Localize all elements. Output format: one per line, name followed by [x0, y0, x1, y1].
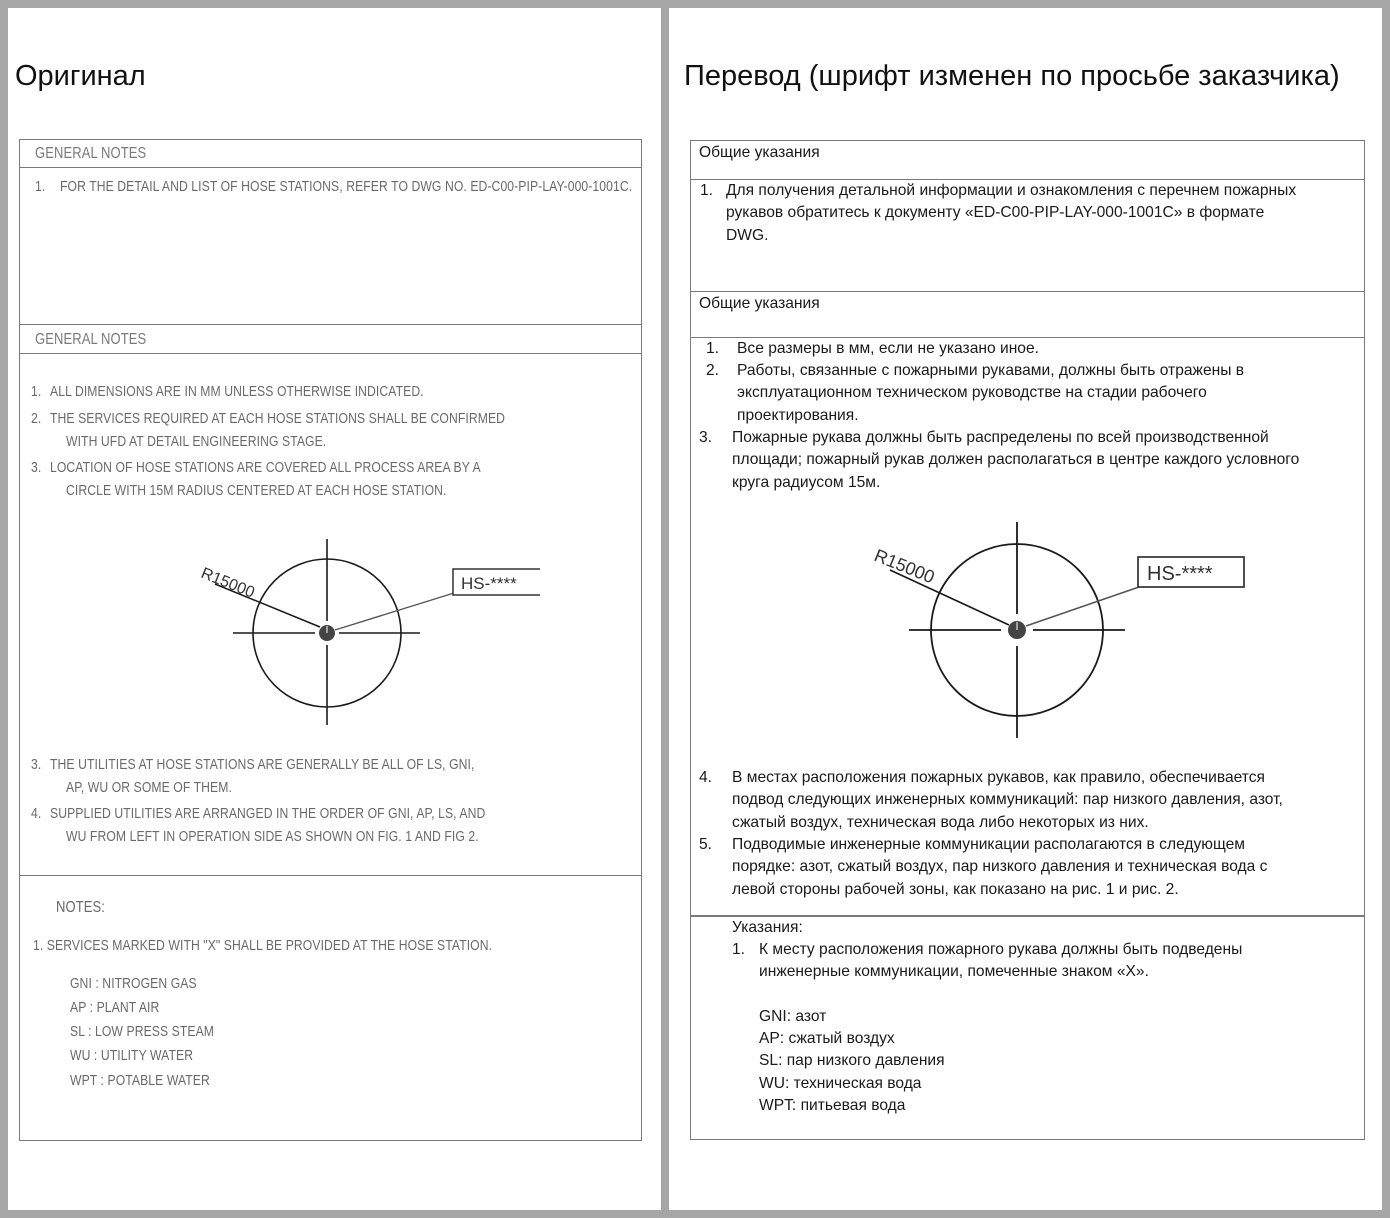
hose-station-diagram: [180, 527, 540, 727]
section-header-text: Указания:: [732, 919, 803, 936]
tag-leader: [1026, 587, 1139, 626]
note-text: К месту расположения пожарного рукава должны быть подведены: [759, 941, 1243, 958]
note-text: сжатый воздух, техническая вода либо некоторых из них.: [732, 814, 1149, 831]
translation-general-notes-1: [690, 140, 1365, 292]
note-text: SUPPLIED UTILITIES ARE ARRANGED IN THE ORDER OF GNI, AP, LS, AND: [50, 806, 486, 822]
note-text: THE SERVICES REQUIRED AT EACH HOSE STATIONS SHALL BE CONFIRMED: [50, 411, 506, 427]
section-header: [20, 140, 641, 168]
legend-item: SL : LOW PRESS STEAM: [70, 1024, 215, 1040]
note-text: LOCATION OF HOSE STATIONS ARE COVERED ALL PROCESS AREA BY A: [50, 460, 481, 476]
note-text: 1. SERVICES MARKED WITH "X" SHALL BE PROVIDED AT THE HOSE STATION.: [33, 938, 493, 954]
legend-item: AP: сжатый воздух: [759, 1030, 895, 1047]
translation-panel: [669, 8, 1382, 1210]
translation-title: Перевод (шрифт изменен по просьбе заказчика): [684, 60, 1340, 92]
section-header-text: GENERAL NOTES: [35, 331, 147, 348]
section-header-text: Общие указания: [699, 144, 820, 161]
note-text: DWG.: [726, 227, 769, 244]
radius-label: R15000: [198, 564, 257, 602]
tag-leader: [335, 593, 454, 630]
note-text: THE UTILITIES AT HOSE STATIONS ARE GENERALLY BE ALL OF LS, GNI,: [50, 757, 475, 773]
note-number: 2.: [31, 411, 42, 427]
note-text: Пожарные рукава должны быть распределены по всей производственной: [732, 429, 1269, 446]
note-text: Все размеры в мм, если не указано иное.: [737, 340, 1039, 357]
note-text: площади; пожарный рукав должен располагаться в центре каждого условного: [732, 451, 1300, 468]
original-general-notes-2: [19, 324, 642, 876]
original-notes: [19, 875, 642, 1141]
note-text: эксплуатационном техническом руководстве на стадии рабочего: [737, 384, 1207, 401]
note-number: 3.: [31, 757, 42, 773]
note-text: круга радиусом 15м.: [732, 474, 881, 491]
tag-label: HS-****: [461, 574, 517, 593]
note-text: CIRCLE WITH 15M RADIUS CENTERED AT EACH HOSE STATION.: [66, 483, 447, 499]
legend-item: SL: пар низкого давления: [759, 1052, 945, 1069]
note-text: левой стороны рабочей зоны, как показано на рис. 1 и рис. 2.: [732, 881, 1179, 898]
note-number: 4.: [699, 769, 713, 786]
note-text: WITH UFD AT DETAIL ENGINEERING STAGE.: [66, 434, 327, 450]
note-text: рукавов обратитесь к документу «ED-C00-PIP-LAY-000-1001C» в формате: [726, 204, 1265, 221]
legend-item: AP : PLANT AIR: [70, 1000, 160, 1016]
hose-station-diagram: [861, 510, 1281, 740]
legend-item: WU : UTILITY WATER: [70, 1048, 194, 1064]
note-text: FOR THE DETAIL AND LIST OF HOSE STATIONS, REFER TO DWG NO. ED-C00-PIP-LAY-000-1001C.: [60, 179, 633, 195]
note-text: AP, WU OR SOME OF THEM.: [66, 780, 232, 796]
tag-label: HS-****: [1147, 563, 1213, 585]
note-number: 4.: [31, 806, 42, 822]
original-general-notes-1: [19, 139, 642, 325]
note-number: 3.: [31, 460, 42, 476]
note-number: 1.: [35, 179, 46, 195]
note-text: Подводимые инженерные коммуникации располагаются в следующем: [732, 836, 1246, 853]
note-text: Работы, связанные с пожарными рукавами, должны быть отражены в: [737, 362, 1245, 379]
legend-item: WPT : POTABLE WATER: [70, 1073, 210, 1089]
legend-item: WU: техническая вода: [759, 1075, 922, 1092]
note-text: WU FROM LEFT IN OPERATION SIDE AS SHOWN ON FIG. 1 AND FIG 2.: [66, 829, 479, 845]
section-header: [20, 325, 641, 354]
note-number: 3.: [699, 429, 713, 446]
original-title: Оригинал: [15, 60, 146, 92]
note-number: 1.: [732, 941, 746, 958]
radius-label: R15000: [871, 545, 938, 588]
translation-general-notes-2: [690, 291, 1365, 917]
section-header-text: NOTES:: [56, 899, 105, 916]
section-header: [691, 292, 1364, 338]
note-number: 1.: [31, 384, 42, 400]
note-text: порядке: азот, сжатый воздух, пар низкого давления и техническая вода с: [732, 858, 1268, 875]
note-number: 1.: [706, 340, 720, 357]
legend-item: GNI : NITROGEN GAS: [70, 976, 197, 992]
translation-notes: [690, 915, 1365, 1140]
note-text: проектирования.: [737, 407, 859, 424]
section-header: [691, 141, 1364, 180]
note-text: инженерные коммуникации, помеченные знаком «X».: [759, 963, 1149, 980]
note-number: 1.: [700, 182, 714, 199]
note-text: Для получения детальной информации и ознакомления с перечнем пожарных: [726, 182, 1297, 199]
section-header-text: GENERAL NOTES: [35, 145, 147, 162]
note-text: В местах расположения пожарных рукавов, как правило, обеспечивается: [732, 769, 1265, 786]
section-header-text: Общие указания: [699, 295, 820, 312]
legend-item: WPT: питьевая вода: [759, 1097, 906, 1114]
note-number: 5.: [699, 836, 713, 853]
note-number: 2.: [706, 362, 720, 379]
note-text: подвод следующих инженерных коммуникаций: пар низкого давления, азот,: [732, 791, 1283, 808]
original-panel: [8, 8, 661, 1210]
legend-item: GNI: азот: [759, 1008, 827, 1025]
note-text: ALL DIMENSIONS ARE IN MM UNLESS OTHERWISE INDICATED.: [50, 384, 424, 400]
